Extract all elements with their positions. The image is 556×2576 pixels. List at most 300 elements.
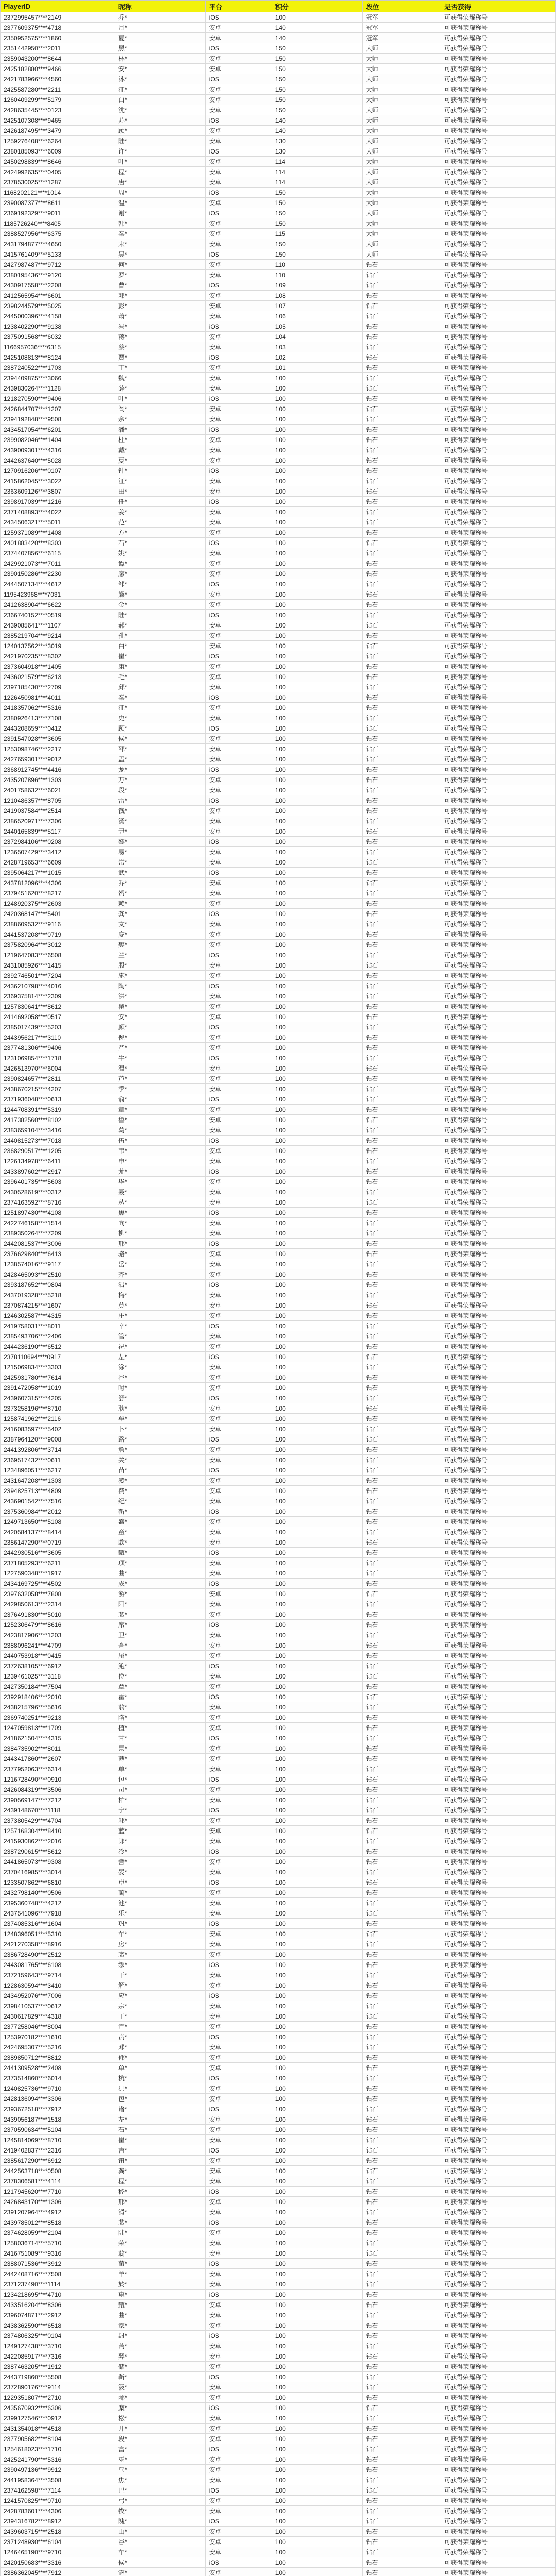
cell-rank: 钻石 xyxy=(362,1280,441,1290)
table-row xyxy=(1,1702,556,1713)
cell-status: 可获得荣耀称号 xyxy=(441,1888,556,1898)
cell-status: 可获得荣耀称号 xyxy=(441,1403,556,1414)
cell-player-id: 2437812096****4306 xyxy=(1,878,115,888)
cell-nickname: 史* xyxy=(115,713,205,723)
cell-score: 140 xyxy=(272,33,362,43)
cell-nickname: 松* xyxy=(115,2413,205,2424)
cell-rank: 钻石 xyxy=(362,1537,441,1548)
table-row xyxy=(1,1960,556,1970)
cell-status: 可获得荣耀称号 xyxy=(441,84,556,95)
cell-player-id: 2373805429****4704 xyxy=(1,1816,115,1826)
cell-status: 可获得荣耀称号 xyxy=(441,1929,556,1939)
table-row xyxy=(1,1383,556,1393)
cell-player-id: 2388527956****6375 xyxy=(1,229,115,239)
cell-rank: 钻石 xyxy=(362,2094,441,2104)
cell-status: 可获得荣耀称号 xyxy=(441,291,556,301)
cell-player-id: 2384735902****8011 xyxy=(1,1743,115,1754)
cell-nickname: 廖* xyxy=(115,569,205,579)
cell-rank: 大师 xyxy=(362,136,441,146)
table-row xyxy=(1,476,556,486)
cell-player-id: 2370874215****1607 xyxy=(1,1300,115,1311)
cell-nickname: 韦* xyxy=(115,1146,205,1156)
cell-status: 可获得荣耀称号 xyxy=(441,1372,556,1383)
table-row xyxy=(1,1228,556,1239)
cell-player-id: 1260409299****5179 xyxy=(1,95,115,105)
cell-score: 100 xyxy=(272,899,362,909)
cell-platform: 安卓 xyxy=(205,435,272,445)
cell-rank: 钻石 xyxy=(362,1156,441,1166)
cell-platform: 安卓 xyxy=(205,940,272,950)
cell-rank: 钻石 xyxy=(362,795,441,806)
cell-player-id: 2436210798****4016 xyxy=(1,981,115,991)
cell-player-id: 2441958364****3508 xyxy=(1,2475,115,2485)
cell-nickname: 於* xyxy=(115,2279,205,2290)
cell-rank: 钻石 xyxy=(362,280,441,291)
cell-rank: 钻石 xyxy=(362,1239,441,1249)
cell-nickname: 俞* xyxy=(115,1094,205,1105)
cell-player-id: 1258741962****2116 xyxy=(1,1414,115,1424)
cell-status: 可获得荣耀称号 xyxy=(441,157,556,167)
cell-score: 140 xyxy=(272,23,362,33)
cell-status: 可获得荣耀称号 xyxy=(441,1960,556,1970)
cell-status: 可获得荣耀称号 xyxy=(441,497,556,507)
cell-score: 100 xyxy=(272,1692,362,1702)
cell-status: 可获得荣耀称号 xyxy=(441,1094,556,1105)
cell-player-id: 1248920375****2603 xyxy=(1,899,115,909)
cell-status: 可获得荣耀称号 xyxy=(441,332,556,342)
cell-player-id: 1259371089****1408 xyxy=(1,528,115,538)
cell-status: 可获得荣耀称号 xyxy=(441,971,556,981)
cell-rank: 大师 xyxy=(362,167,441,177)
cell-status: 可获得荣耀称号 xyxy=(441,2485,556,2496)
cell-player-id: 2377609375****4718 xyxy=(1,23,115,33)
cell-player-id: 1216728490****0910 xyxy=(1,1774,115,1785)
table-row xyxy=(1,64,556,74)
cell-nickname: 乔* xyxy=(115,878,205,888)
cell-rank: 钻石 xyxy=(362,1414,441,1424)
cell-status: 可获得荣耀称号 xyxy=(441,177,556,188)
cell-rank: 钻石 xyxy=(362,1506,441,1517)
cell-status: 可获得荣耀称号 xyxy=(441,2217,556,2228)
cell-status: 可获得荣耀称号 xyxy=(441,1558,556,1568)
cell-nickname: 贾* xyxy=(115,352,205,363)
cell-rank: 钻石 xyxy=(362,548,441,558)
table-header xyxy=(1,1,556,12)
cell-status: 可获得荣耀称号 xyxy=(441,2166,556,2176)
cell-status: 可获得荣耀称号 xyxy=(441,394,556,404)
table-row xyxy=(1,558,556,569)
table-row xyxy=(1,1208,556,1218)
cell-platform: iOS xyxy=(205,188,272,198)
cell-player-id: 2438215796****5616 xyxy=(1,1702,115,1713)
cell-rank: 钻石 xyxy=(362,631,441,641)
cell-score: 100 xyxy=(272,2248,362,2259)
cell-score: 100 xyxy=(272,991,362,1002)
cell-score: 100 xyxy=(272,2547,362,2557)
table-row xyxy=(1,1300,556,1311)
cell-nickname: 荀* xyxy=(115,2259,205,2269)
cell-nickname: 洪* xyxy=(115,991,205,1002)
cell-platform: 安卓 xyxy=(205,2156,272,2166)
cell-platform: iOS xyxy=(205,1960,272,1970)
cell-status: 可获得荣耀称号 xyxy=(441,1063,556,1074)
cell-score: 100 xyxy=(272,1774,362,1785)
cell-score: 100 xyxy=(272,2073,362,2083)
table-row xyxy=(1,651,556,662)
cell-player-id: 1254618023****1710 xyxy=(1,2444,115,2454)
cell-status: 可获得荣耀称号 xyxy=(441,2063,556,2073)
cell-platform: iOS xyxy=(205,2187,272,2197)
cell-player-id: 2427987487****9712 xyxy=(1,260,115,270)
table-row xyxy=(1,1187,556,1197)
cell-platform: iOS xyxy=(205,2145,272,2156)
cell-status: 可获得荣耀称号 xyxy=(441,2568,556,2576)
cell-score: 100 xyxy=(272,1517,362,1527)
cell-platform: 安卓 xyxy=(205,229,272,239)
cell-rank: 钻石 xyxy=(362,1558,441,1568)
cell-player-id: 2439785012****8518 xyxy=(1,2217,115,2228)
cell-status: 可获得荣耀称号 xyxy=(441,2279,556,2290)
table-row xyxy=(1,2341,556,2351)
cell-score: 100 xyxy=(272,2516,362,2527)
cell-player-id: 2428635445****0123 xyxy=(1,105,115,115)
cell-nickname: 颜* xyxy=(115,1022,205,1032)
cell-player-id: 1249713650****5108 xyxy=(1,1517,115,1527)
cell-rank: 钻石 xyxy=(362,2290,441,2300)
cell-status: 可获得荣耀称号 xyxy=(441,651,556,662)
cell-nickname: 卜* xyxy=(115,1424,205,1434)
cell-platform: 安卓 xyxy=(205,136,272,146)
cell-nickname: 蒋* xyxy=(115,332,205,342)
table-row xyxy=(1,981,556,991)
table-row xyxy=(1,188,556,198)
table-row xyxy=(1,1331,556,1342)
cell-platform: iOS xyxy=(205,208,272,218)
cell-rank: 钻石 xyxy=(362,2393,441,2403)
table-row xyxy=(1,2022,556,2032)
cell-platform: 安卓 xyxy=(205,1105,272,1115)
cell-score: 100 xyxy=(272,1414,362,1424)
cell-nickname: 陆* xyxy=(115,610,205,620)
cell-status: 可获得荣耀称号 xyxy=(441,2248,556,2259)
cell-rank: 钻石 xyxy=(362,2547,441,2557)
cell-rank: 钻石 xyxy=(362,2125,441,2135)
cell-rank: 钻石 xyxy=(362,1032,441,1043)
cell-nickname: 武* xyxy=(115,868,205,878)
cell-nickname: 潘* xyxy=(115,425,205,435)
cell-status: 可获得荣耀称号 xyxy=(441,1393,556,1403)
cell-player-id: 1240825736****9710 xyxy=(1,2083,115,2094)
cell-platform: 安卓 xyxy=(205,1300,272,1311)
cell-rank: 钻石 xyxy=(362,435,441,445)
table-row xyxy=(1,2475,556,2485)
cell-score: 100 xyxy=(272,620,362,631)
cell-status: 可获得荣耀称号 xyxy=(441,899,556,909)
cell-score: 108 xyxy=(272,291,362,301)
cell-score: 100 xyxy=(272,1259,362,1269)
cell-rank: 冠军 xyxy=(362,33,441,43)
cell-platform: 安卓 xyxy=(205,2248,272,2259)
cell-score: 100 xyxy=(272,1002,362,1012)
cell-platform: 安卓 xyxy=(205,1486,272,1496)
cell-rank: 钻石 xyxy=(362,2424,441,2434)
cell-score: 100 xyxy=(272,445,362,455)
cell-status: 可获得荣耀称号 xyxy=(441,2424,556,2434)
cell-nickname: 乔* xyxy=(115,12,205,23)
table-row xyxy=(1,1774,556,1785)
cell-score: 100 xyxy=(272,795,362,806)
table-row xyxy=(1,260,556,270)
cell-platform: 安卓 xyxy=(205,1084,272,1094)
cell-status: 可获得荣耀称号 xyxy=(441,1527,556,1537)
cell-platform: 安卓 xyxy=(205,1795,272,1805)
cell-rank: 钻石 xyxy=(362,1218,441,1228)
cell-status: 可获得荣耀称号 xyxy=(441,2187,556,2197)
table-row xyxy=(1,1393,556,1403)
cell-rank: 钻石 xyxy=(362,425,441,435)
cell-rank: 钻石 xyxy=(362,2042,441,2053)
cell-rank: 钻石 xyxy=(362,2207,441,2217)
cell-rank: 钻石 xyxy=(362,528,441,538)
cell-platform: 安卓 xyxy=(205,2228,272,2238)
cell-status: 可获得荣耀称号 xyxy=(441,682,556,692)
cell-score: 150 xyxy=(272,64,362,74)
table-row xyxy=(1,1589,556,1599)
table-row xyxy=(1,435,556,445)
cell-status: 可获得荣耀称号 xyxy=(441,1579,556,1589)
table-row xyxy=(1,2259,556,2269)
cell-score: 100 xyxy=(272,1568,362,1579)
cell-platform: 安卓 xyxy=(205,1826,272,1836)
cell-status: 可获得荣耀称号 xyxy=(441,2320,556,2331)
cell-player-id: 2427659301****9012 xyxy=(1,754,115,765)
cell-player-id: 2450298839****8646 xyxy=(1,157,115,167)
cell-nickname: 甘* xyxy=(115,1733,205,1743)
cell-player-id: 2377258046****8004 xyxy=(1,2022,115,2032)
cell-player-id: 2372890176****9114 xyxy=(1,2382,115,2393)
table-row xyxy=(1,1836,556,1846)
cell-platform: 安卓 xyxy=(205,754,272,765)
cell-status: 可获得荣耀称号 xyxy=(441,2238,556,2248)
cell-rank: 钻石 xyxy=(362,2114,441,2125)
cell-status: 可获得荣耀称号 xyxy=(441,1816,556,1826)
cell-rank: 钻石 xyxy=(362,1908,441,1919)
cell-score: 100 xyxy=(272,2197,362,2207)
cell-platform: iOS xyxy=(205,1321,272,1331)
cell-score: 100 xyxy=(272,2372,362,2382)
cell-score: 100 xyxy=(272,785,362,795)
cell-platform: iOS xyxy=(205,579,272,589)
cell-platform: 安卓 xyxy=(205,1671,272,1682)
cell-platform: 安卓 xyxy=(205,2011,272,2022)
cell-nickname: 家* xyxy=(115,2320,205,2331)
cell-platform: 安卓 xyxy=(205,600,272,610)
cell-rank: 钻石 xyxy=(362,1888,441,1898)
cell-platform: 安卓 xyxy=(205,64,272,74)
cell-status: 可获得荣耀称号 xyxy=(441,1764,556,1774)
cell-nickname: 席* xyxy=(115,1620,205,1630)
cell-platform: 安卓 xyxy=(205,847,272,857)
cell-player-id: 1249127438****3710 xyxy=(1,2341,115,2351)
table-row xyxy=(1,620,556,631)
cell-player-id: 1234218695****4710 xyxy=(1,2290,115,2300)
cell-score: 100 xyxy=(272,651,362,662)
table-row xyxy=(1,857,556,868)
cell-nickname: 蓝* xyxy=(115,1826,205,1836)
cell-score: 100 xyxy=(272,1074,362,1084)
cell-rank: 钻石 xyxy=(362,2557,441,2568)
cell-platform: 安卓 xyxy=(205,2300,272,2310)
cell-status: 可获得荣耀称号 xyxy=(441,74,556,84)
table-row xyxy=(1,373,556,383)
cell-rank: 钻石 xyxy=(362,1960,441,1970)
table-row xyxy=(1,589,556,600)
cell-status: 可获得荣耀称号 xyxy=(441,1146,556,1156)
cell-rank: 钻石 xyxy=(362,1898,441,1908)
cell-score: 100 xyxy=(272,929,362,940)
cell-status: 可获得荣耀称号 xyxy=(441,507,556,517)
cell-score: 100 xyxy=(272,1589,362,1599)
cell-player-id: 1270916206****0107 xyxy=(1,466,115,476)
cell-status: 可获得荣耀称号 xyxy=(441,1445,556,1455)
cell-rank: 钻石 xyxy=(362,1269,441,1280)
table-row xyxy=(1,1362,556,1372)
cell-platform: 安卓 xyxy=(205,734,272,744)
cell-score: 100 xyxy=(272,2145,362,2156)
cell-player-id: 2430528619****0312 xyxy=(1,1187,115,1197)
cell-score: 140 xyxy=(272,115,362,126)
cell-score: 100 xyxy=(272,1331,362,1342)
cell-platform: 安卓 xyxy=(205,1857,272,1867)
cell-platform: 安卓 xyxy=(205,1599,272,1609)
cell-platform: 安卓 xyxy=(205,157,272,167)
cell-nickname: 叶* xyxy=(115,157,205,167)
table-row xyxy=(1,538,556,548)
cell-rank: 钻石 xyxy=(362,1228,441,1239)
cell-nickname: 单* xyxy=(115,2063,205,2073)
cell-rank: 钻石 xyxy=(362,1424,441,1434)
cell-nickname: 耿* xyxy=(115,1403,205,1414)
cell-nickname: 陆* xyxy=(115,2228,205,2238)
cell-player-id: 2444507134****4612 xyxy=(1,579,115,589)
cell-platform: 安卓 xyxy=(205,1702,272,1713)
cell-platform: iOS xyxy=(205,1053,272,1063)
cell-status: 可获得荣耀称号 xyxy=(441,2413,556,2424)
cell-platform: 安卓 xyxy=(205,1383,272,1393)
table-row xyxy=(1,1805,556,1816)
table-row xyxy=(1,2444,556,2454)
cell-platform: 安卓 xyxy=(205,2125,272,2135)
cell-platform: 安卓 xyxy=(205,826,272,837)
cell-rank: 钻石 xyxy=(362,2465,441,2475)
cell-rank: 钻石 xyxy=(362,1383,441,1393)
cell-player-id: 2423817906****1203 xyxy=(1,1630,115,1640)
cell-status: 可获得荣耀称号 xyxy=(441,2228,556,2238)
table-row xyxy=(1,1888,556,1898)
cell-nickname: 樊* xyxy=(115,940,205,950)
cell-rank: 钻石 xyxy=(362,558,441,569)
cell-platform: 安卓 xyxy=(205,1197,272,1208)
cell-rank: 钻石 xyxy=(362,2269,441,2279)
cell-player-id: 2385017439****5203 xyxy=(1,1022,115,1032)
cell-player-id: 1246302587****4315 xyxy=(1,1311,115,1321)
cell-rank: 钻石 xyxy=(362,1919,441,1929)
table-row xyxy=(1,703,556,713)
cell-status: 可获得荣耀称号 xyxy=(441,538,556,548)
cell-rank: 钻石 xyxy=(362,2372,441,2382)
cell-nickname: 郎* xyxy=(115,1836,205,1846)
cell-nickname: 翁* xyxy=(115,1702,205,1713)
cell-platform: iOS xyxy=(205,12,272,23)
cell-player-id: 1245814069****8710 xyxy=(1,2135,115,2145)
cell-rank: 钻石 xyxy=(362,1105,441,1115)
cell-status: 可获得荣耀称号 xyxy=(441,167,556,177)
cell-rank: 大师 xyxy=(362,146,441,157)
table-row xyxy=(1,2279,556,2290)
cell-player-id: 2425241790****5316 xyxy=(1,2454,115,2465)
cell-status: 可获得荣耀称号 xyxy=(441,2537,556,2547)
cell-platform: 安卓 xyxy=(205,1527,272,1537)
table-row xyxy=(1,1991,556,2001)
cell-player-id: 2388096241****4709 xyxy=(1,1640,115,1651)
cell-status: 可获得荣耀称号 xyxy=(441,785,556,795)
cell-platform: 安卓 xyxy=(205,1115,272,1125)
cell-rank: 钻石 xyxy=(362,1094,441,1105)
cell-player-id: 2418357062****5316 xyxy=(1,703,115,713)
cell-rank: 钻石 xyxy=(362,960,441,971)
cell-nickname: 文* xyxy=(115,919,205,929)
cell-player-id: 1257168304****8410 xyxy=(1,1826,115,1836)
cell-platform: 安卓 xyxy=(205,1372,272,1383)
cell-status: 可获得荣耀称号 xyxy=(441,806,556,816)
cell-rank: 钻石 xyxy=(362,806,441,816)
cell-rank: 钻石 xyxy=(362,2032,441,2042)
cell-rank: 钻石 xyxy=(362,486,441,497)
cell-status: 可获得荣耀称号 xyxy=(441,909,556,919)
cell-status: 可获得荣耀称号 xyxy=(441,1269,556,1280)
cell-rank: 钻石 xyxy=(362,1496,441,1506)
cell-status: 可获得荣耀称号 xyxy=(441,2300,556,2310)
cell-rank: 钻石 xyxy=(362,311,441,321)
cell-player-id: 2439056187****1518 xyxy=(1,2114,115,2125)
cell-rank: 钻石 xyxy=(362,2475,441,2485)
cell-player-id: 2399082046****1404 xyxy=(1,435,115,445)
cell-platform: 安卓 xyxy=(205,899,272,909)
cell-player-id: 1226450981****4011 xyxy=(1,692,115,703)
table-row xyxy=(1,486,556,497)
cell-nickname: 金* xyxy=(115,600,205,610)
cell-status: 可获得荣耀称号 xyxy=(441,136,556,146)
cell-player-id: 2380185093****6009 xyxy=(1,146,115,157)
cell-player-id: 1241570825****0710 xyxy=(1,2496,115,2506)
cell-status: 可获得荣耀称号 xyxy=(441,517,556,528)
cell-rank: 钻石 xyxy=(362,765,441,775)
cell-nickname: 裘* xyxy=(115,1950,205,1960)
cell-platform: 安卓 xyxy=(205,2362,272,2372)
table-row xyxy=(1,1074,556,1084)
table-row xyxy=(1,1156,556,1166)
cell-nickname: 苏* xyxy=(115,115,205,126)
table-row xyxy=(1,1290,556,1300)
cell-player-id: 2445000396****4158 xyxy=(1,311,115,321)
cell-platform: iOS xyxy=(205,2516,272,2527)
cell-player-id: 2431354018****4518 xyxy=(1,2424,115,2434)
cell-score: 150 xyxy=(272,249,362,260)
cell-score: 100 xyxy=(272,682,362,692)
cell-score: 100 xyxy=(272,1156,362,1166)
table-row xyxy=(1,1640,556,1651)
cell-nickname: 丁* xyxy=(115,2011,205,2022)
